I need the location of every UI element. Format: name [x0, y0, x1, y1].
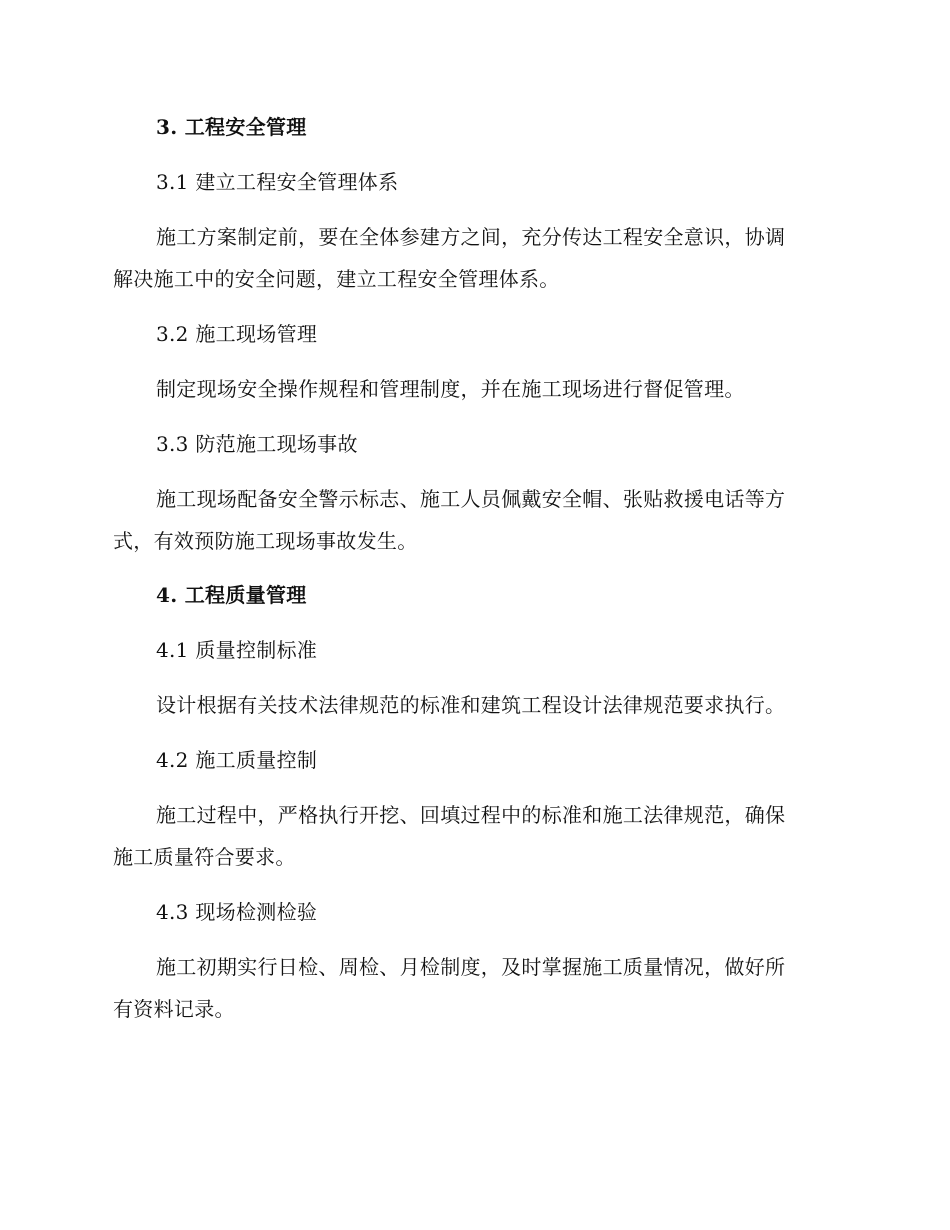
section-4-2-title: 4.2 施工质量控制	[156, 748, 318, 772]
section-3-3-paragraph-line-1: 施工现场配备安全警示标志、施工人员佩戴安全帽、张贴救援电话等方	[156, 487, 786, 511]
section-4-1-paragraph-line-1: 设计根据有关技术法律规范的标准和建筑工程设计法律规范要求执行。	[156, 693, 786, 717]
section-4-2-paragraph-line-1: 施工过程中，严格执行开挖、回填过程中的标准和施工法律规范，确保	[156, 803, 786, 827]
section-4-heading: 4. 工程质量管理	[156, 583, 307, 607]
section-3-3-title: 3.3 防范施工现场事故	[156, 432, 358, 456]
section-4-2-paragraph-line-2: 施工质量符合要求。	[113, 845, 296, 869]
section-3-1-paragraph-line-1: 施工方案制定前，要在全体参建方之间，充分传达工程安全意识，协调	[156, 225, 786, 249]
section-4-1-title: 4.1 质量控制标准	[156, 638, 318, 662]
section-3-2-paragraph-line-1: 制定现场安全操作规程和管理制度，并在施工现场进行督促管理。	[156, 377, 745, 401]
section-3-3-paragraph-line-2: 式，有效预防施工现场事故发生。	[113, 529, 418, 553]
section-3-2-title: 3.2 施工现场管理	[156, 322, 318, 346]
section-3-1-paragraph-line-2: 解决施工中的安全问题，建立工程安全管理体系。	[113, 267, 560, 291]
section-4-3-paragraph-line-1: 施工初期实行日检、周检、月检制度，及时掌握施工质量情况，做好所	[156, 955, 786, 979]
section-3-heading: 3. 工程安全管理	[156, 115, 307, 139]
section-4-3-title: 4.3 现场检测检验	[156, 900, 318, 924]
section-4-3-paragraph-line-2: 有资料记录。	[113, 997, 235, 1021]
section-3-1-title: 3.1 建立工程安全管理体系	[156, 170, 399, 194]
